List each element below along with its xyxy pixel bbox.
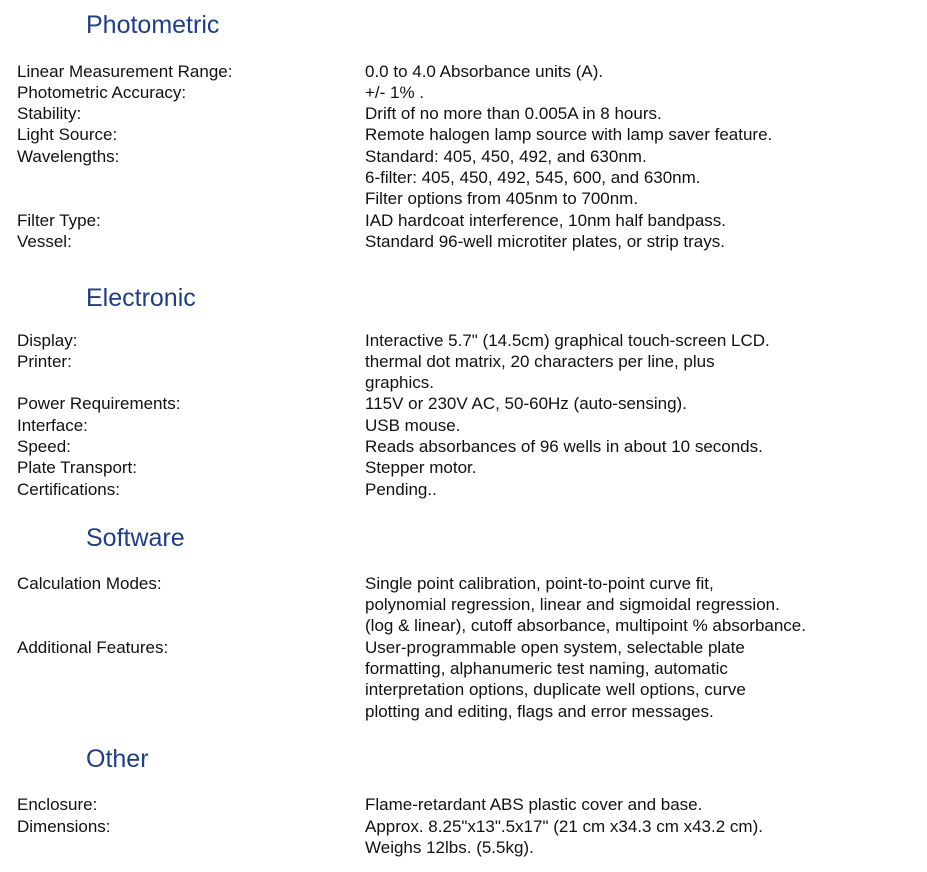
- value-speed: Reads absorbances of 96 wells in about 10 seconds.: [365, 437, 763, 456]
- value-additional-features-line-3: interpretation options, duplicate well options, curve: [365, 680, 746, 699]
- section-title-electronic: Electronic: [86, 284, 196, 312]
- label-dimensions: Dimensions:: [17, 817, 111, 836]
- value-certifications: Pending..: [365, 480, 437, 499]
- label-power-requirements: Power Requirements:: [17, 394, 181, 413]
- value-additional-features-line-2: formatting, alphanumeric test naming, automatic: [365, 659, 728, 678]
- label-calculation-modes: Calculation Modes:: [17, 574, 162, 593]
- value-printer-line-2: graphics.: [365, 373, 434, 392]
- label-additional-features: Additional Features:: [17, 638, 169, 657]
- label-photometric-accuracy: Photometric Accuracy:: [17, 83, 187, 102]
- label-enclosure: Enclosure:: [17, 795, 98, 814]
- label-wavelengths: Wavelengths:: [17, 147, 120, 166]
- value-light-source: Remote halogen lamp source with lamp saver feature.: [365, 125, 773, 144]
- value-power-requirements: 115V or 230V AC, 50-60Hz (auto-sensing).: [365, 394, 687, 413]
- label-interface: Interface:: [17, 416, 88, 435]
- value-calculation-modes-line-3: (log & linear), cutoff absorbance, multipoint % absorbance.: [365, 616, 806, 635]
- section-title-software: Software: [86, 524, 185, 552]
- label-plate-transport: Plate Transport:: [17, 458, 138, 477]
- label-display: Display:: [17, 331, 78, 350]
- label-speed: Speed:: [17, 437, 71, 456]
- label-filter-type: Filter Type:: [17, 211, 101, 230]
- label-stability: Stability:: [17, 104, 82, 123]
- section-title-other: Other: [86, 745, 149, 773]
- value-filter-type: IAD hardcoat interference, 10nm half bandpass.: [365, 211, 726, 230]
- value-dimensions-line-1: Approx. 8.25"x13".5x17" (21 cm x34.3 cm x43.2 cm).: [365, 817, 763, 836]
- label-linear-measurement-range: Linear Measurement Range:: [17, 62, 233, 81]
- value-wavelengths-line-3: Filter options from 405nm to 700nm.: [365, 189, 639, 208]
- value-wavelengths-line-2: 6-filter: 405, 450, 492, 545, 600, and 630nm.: [365, 168, 701, 187]
- value-interface: USB mouse.: [365, 416, 461, 435]
- value-enclosure: Flame-retardant ABS plastic cover and base.: [365, 795, 703, 814]
- value-calculation-modes-line-1: Single point calibration, point-to-point curve fit,: [365, 574, 714, 593]
- value-dimensions-line-2: Weighs 12lbs. (5.5kg).: [365, 838, 534, 857]
- value-wavelengths-line-1: Standard: 405, 450, 492, and 630nm.: [365, 147, 647, 166]
- value-photometric-accuracy: +/- 1% .: [365, 83, 425, 102]
- value-vessel: Standard 96-well microtiter plates, or strip trays.: [365, 232, 725, 251]
- value-linear-measurement-range: 0.0 to 4.0 Absorbance units (A).: [365, 62, 604, 81]
- value-calculation-modes-line-2: polynomial regression, linear and sigmoidal regression.: [365, 595, 780, 614]
- label-light-source: Light Source:: [17, 125, 118, 144]
- value-plate-transport: Stepper motor.: [365, 458, 477, 477]
- label-vessel: Vessel:: [17, 232, 72, 251]
- value-additional-features-line-1: User-programmable open system, selectable plate: [365, 638, 745, 657]
- value-display: Interactive 5.7" (14.5cm) graphical touch-screen LCD.: [365, 331, 770, 350]
- value-printer-line-1: thermal dot matrix, 20 characters per line, plus: [365, 352, 715, 371]
- value-stability: Drift of no more than 0.005A in 8 hours.: [365, 104, 662, 123]
- label-certifications: Certifications:: [17, 480, 120, 499]
- label-printer: Printer:: [17, 352, 72, 371]
- section-title-photometric: Photometric: [86, 11, 220, 39]
- value-additional-features-line-4: plotting and editing, flags and error messages.: [365, 702, 714, 721]
